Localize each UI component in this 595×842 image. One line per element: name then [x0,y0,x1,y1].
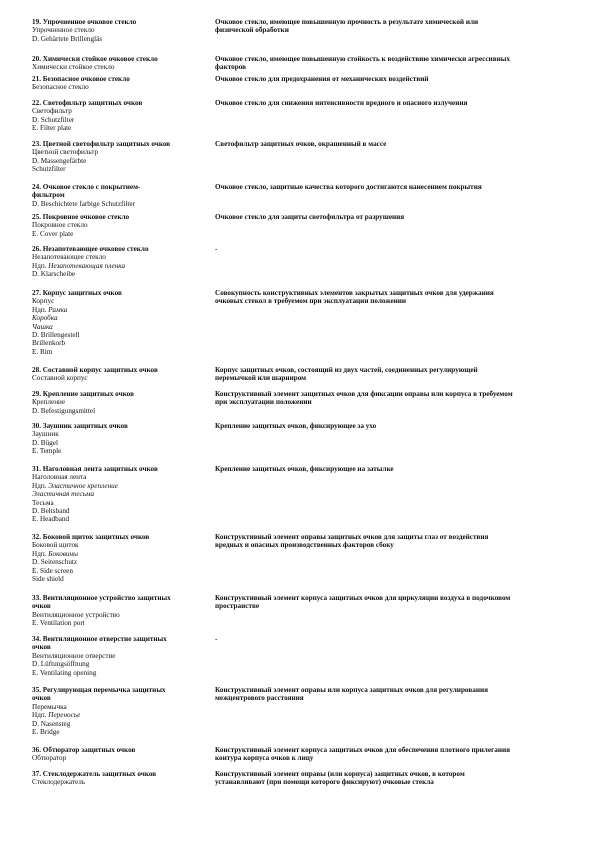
term-title: 19. Упрочненное очковое стекло [32,18,137,26]
term-synonym: D. Klarscheibe [32,270,76,279]
definition-text: Совокупность конструктивных элементов закрытых защитных очков для удержания [215,289,494,297]
term-synonym: E. Bridge [32,728,60,737]
term-synonym: D. Seitenschutz [32,558,78,567]
definition-text: Конструктивный элемент корпуса защитных очков для циркуляции воздуха в подочковом [215,594,511,602]
definition-text: перемычкой или шарниром [215,374,307,383]
term-synonym: Светофильтр [32,107,72,116]
term-synonym: Side shield [32,575,64,584]
term-column [32,533,212,583]
term-synonym: Чашка [32,322,53,331]
term-synonym: Химически стойкое стекло [32,63,115,72]
term-synonym: Эластичная тесьма [32,490,95,499]
term-synonym: Ндп. Переносье [32,711,81,720]
definition-column [215,635,570,643]
definition-text: Конструктивный элемент корпуса защитных очков для обеспечения плотного прилегания [215,746,511,754]
term-synonym: Ндп. Боковины [32,549,78,558]
definition-column [215,245,570,253]
term-synonym: Ндп. Незапотевающая пленка [32,261,126,270]
definition-column [215,289,570,306]
term-synonym: D. Bügel [32,438,58,447]
term-synonym: Безопасное стекло [32,83,89,92]
definition-text: Очковое стекло, имеющее повышенную стойкость к воздействию химически агрессивных [215,55,510,63]
definition-text: при эксплуатации положении [215,398,312,407]
term-synonym: D. Schutzfilter [32,115,75,124]
term-column [32,55,212,72]
term-synonym: Brillenkorb [32,339,66,348]
term-synonym: D. Gehärtete Brillengläs [32,34,103,43]
definition-text: Светофильтр защитных очков, окрашенный в массе [215,140,387,148]
term-title: 31. Наголовная лента защитных очков [32,465,158,473]
term-title: очков [32,694,51,703]
term-title: 23. Цветной светофильтр защитных очков [32,140,171,148]
definition-column [215,183,570,191]
definition-column [215,55,570,72]
term-synonym: Обтюратор [32,754,67,763]
definition-column [215,366,570,383]
term-synonym: D. Brillengestell [32,331,80,340]
term-synonym: E. Ventilation port [32,619,85,628]
definition-text: физической обработки [215,26,289,35]
definition-column [215,390,570,407]
term-synonym: D. Beltsband [32,507,70,516]
term-synonym: Корпус [32,297,55,306]
definition-text: очковых стекол в требуемом при эксплуатации положении [215,297,407,306]
definition-text: - [215,245,218,253]
definition-text: Конструктивный элемент оправы (или корпуса) защитных очков, в котором [215,770,465,778]
term-synonym: Ндп. Эластичное крепление [32,481,118,490]
term-title: 28. Составной корпус защитных очков [32,366,158,374]
term-synonym: E. Rim [32,347,53,356]
definition-column [215,465,570,473]
definition-column [215,99,570,107]
definition-text: Конструктивный элемент оправы защитных очков для защиты глаз от воздействия [215,533,489,541]
definition-text: Очковое стекло для предохранения от механических воздействий [215,75,429,83]
definition-text: вредных и опасных производственных факторов сбоку [215,541,394,550]
definition-text: устанавливают (при помощи которого фиксируют) очковые стекла [215,778,434,787]
term-title: очков [32,643,51,652]
term-synonym: D. Befestigungsmittel [32,406,96,415]
definition-text: Очковое стекло, имеющее повышенную прочность в результате химической или [215,18,479,26]
definition-text: пространстве [215,602,260,611]
definition-column [215,213,570,221]
definition-column [215,746,570,763]
term-title: 29. Крепление защитных очков [32,390,134,398]
term-synonym: Составной корпус [32,374,88,383]
term-synonym: D. Nasensteg [32,719,71,728]
term-synonym: Коробка [32,314,58,323]
term-column [32,75,212,92]
term-synonym: Наголовная лента [32,473,87,482]
definition-text: Очковое стекло для снижения интенсивности вредного и опасного излучения [215,99,468,107]
term-title: 24. Очковое стекло с покрытием- [32,183,141,191]
term-title: 27. Корпус защитных очков [32,289,122,297]
term-synonym: Стеклодержатель [32,778,86,787]
term-column [32,140,212,174]
term-column [32,594,212,628]
term-synonym: Цветной светофильтр [32,148,99,157]
definition-column [215,594,570,611]
term-synonym: Вентиляционное устройство [32,610,120,619]
term-title: 35. Регулирующая перемычка защитных [32,686,166,694]
term-synonym: E. Headband [32,515,70,524]
term-column [32,686,212,736]
term-title: 22. Светофильтр защитных очков [32,99,143,107]
term-title: 30. Заушник защитных очков [32,422,128,430]
term-synonym: Незапотевающее стекло [32,253,106,262]
definition-text: - [215,635,218,643]
term-column [32,366,212,383]
definition-text: Крепление защитных очков, фиксирующее на затылке [215,465,394,473]
definition-column [215,140,570,148]
definition-column [215,770,570,787]
term-title: очков [32,602,51,611]
definition-text: контура корпуса очков к лицу [215,754,314,763]
definition-text: Очковое стекло, защитные качества которого достигаются нанесением покрытия [215,183,482,191]
definition-column [215,75,570,83]
definition-column [215,533,570,550]
term-column [32,746,212,763]
definition-text: факторов [215,63,247,72]
term-synonym: E. Side screen [32,566,73,575]
term-synonym: E. Filter plate [32,124,72,133]
definition-text: Корпус защитных очков, состоящий из двух частей, соединенных регулирующей [215,366,478,374]
definition-column [215,686,570,703]
definition-text: Очковое стекло для защиты светофильтра от разрушения [215,213,405,221]
term-synonym: Заушник [32,430,59,439]
term-title: 21. Безопасное очковое стекло [32,75,130,83]
term-column [32,422,212,456]
term-synonym: Крепление [32,398,66,407]
term-title: 33. Вентиляционное устройство защитных [32,594,171,602]
term-synonym: Вентиляционное отверстие [32,651,116,660]
term-title: фильтром [32,191,65,200]
term-synonym: Перемычка [32,702,67,711]
term-synonym: E. Temple [32,447,62,456]
term-synonym: D. Massengefärbte [32,156,87,165]
term-title: 34. Вентиляционное отверстие защитных [32,635,167,643]
definition-column [215,18,570,35]
definition-text: межцентрового расстояния [215,694,304,703]
term-synonym: D. Beschichtete farbige Schutzfilter [32,199,135,208]
term-synonym: Покровное стекло [32,221,88,230]
definition-text: Крепление защитных очков, фиксирующее за ухо [215,422,377,430]
definition-text: Конструктивный элемент оправы или корпуса защитных очков для регулирования [215,686,488,694]
term-title: 25. Покровное очковое стекло [32,213,130,221]
term-column [32,213,212,238]
term-column [32,18,212,43]
term-column [32,245,212,279]
term-title: 32. Боковой щиток защитных очков [32,533,150,541]
term-column [32,635,212,677]
term-synonym: Боковой щиток [32,541,79,550]
term-synonym: E. Ventilating opening [32,668,97,677]
term-synonym: Тесьма [32,498,54,507]
definition-column [215,422,570,430]
term-title: 26. Незапотевающее очковое стекло [32,245,149,253]
term-synonym: Schutzfilter [32,165,66,174]
term-synonym: Упрочненное стекло [32,26,95,35]
term-column [32,770,212,787]
term-synonym: Ндп. Рамка [32,305,68,314]
term-column [32,99,212,133]
term-synonym: D. Lüftungsöffnung [32,660,90,669]
term-column [32,183,212,208]
term-title: 37. Стеклодержатель защитных очков [32,770,157,778]
term-title: 20. Химически стойкое очковое стекло [32,55,158,63]
term-column [32,289,212,356]
definition-text: Конструктивный элемент защитных очков для фиксации оправы или корпуса в требуемом [215,390,513,398]
term-column [32,390,212,415]
term-synonym: E. Cover plate [32,229,74,238]
term-column [32,465,212,524]
term-title: 36. Обтюратор защитных очков [32,746,136,754]
